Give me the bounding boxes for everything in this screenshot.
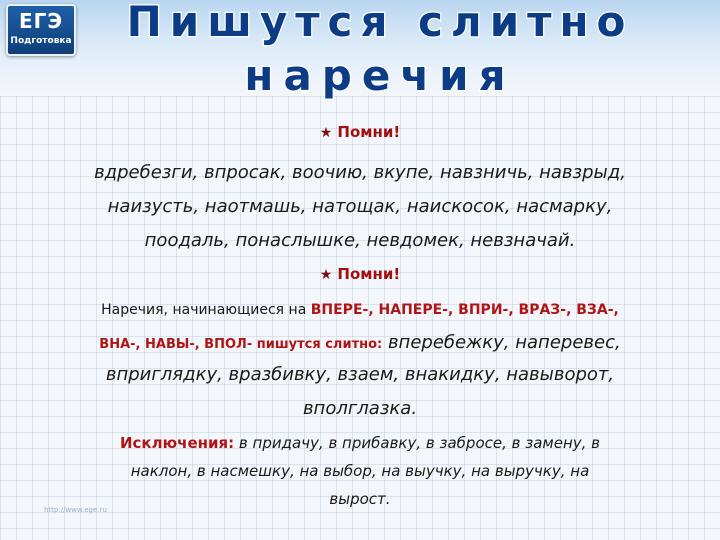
remember-heading-2: ★ Помни!: [319, 265, 401, 283]
adverbs-line-1: вдребезги, впросак, воочию, вкупе, навзничь, навзрыд,: [94, 162, 626, 183]
header-banner: [0, 0, 720, 100]
title-line-1: Пишутся слитно: [126, 0, 634, 46]
prefix-examples-line-3: вполглазка.: [302, 398, 418, 419]
exceptions-line-2: наклон, в насмешку, на выбор, на выучку, на выручку, на: [130, 462, 590, 480]
footer-url: http://www.ege.ru: [44, 506, 107, 514]
title-line-2: наречия: [244, 51, 516, 100]
page-title: [60, 0, 720, 100]
exceptions-label: Исключения:: [119, 434, 235, 452]
prefix-rule-line-2: ВНА-, НАВЫ-, ВПОЛ- пишутся слитно: вперебежку, наперевес,: [99, 332, 621, 353]
adverbs-line-3: поодаль, понаслышке, невдомек, невзначай.: [144, 230, 576, 251]
prefix-rule-line-1: Наречия, начинающиеся на ВПЕРЕ-, НАПЕРЕ-, ВПРИ-, ВРАЗ-, ВЗА-,: [101, 302, 619, 318]
exceptions-line-1: Исключения: в придачу, в прибавку, в забросе, в замену, в: [119, 434, 601, 452]
logo-text: ЕГЭ: [18, 9, 64, 33]
prefix-examples-line-2: вприглядку, вразбивку, взаем, внакидку, навыворот,: [105, 364, 615, 385]
star-icon: ★: [319, 267, 333, 283]
star-icon: ★: [319, 125, 333, 141]
adverbs-line-2: наизусть, наотмашь, натощак, наискосок, насмарку,: [107, 196, 613, 217]
logo-subtext: Подготовка: [10, 36, 72, 46]
exceptions-line-3: вырост.: [329, 490, 391, 508]
remember-heading-1: ★ Помни!: [319, 123, 401, 141]
